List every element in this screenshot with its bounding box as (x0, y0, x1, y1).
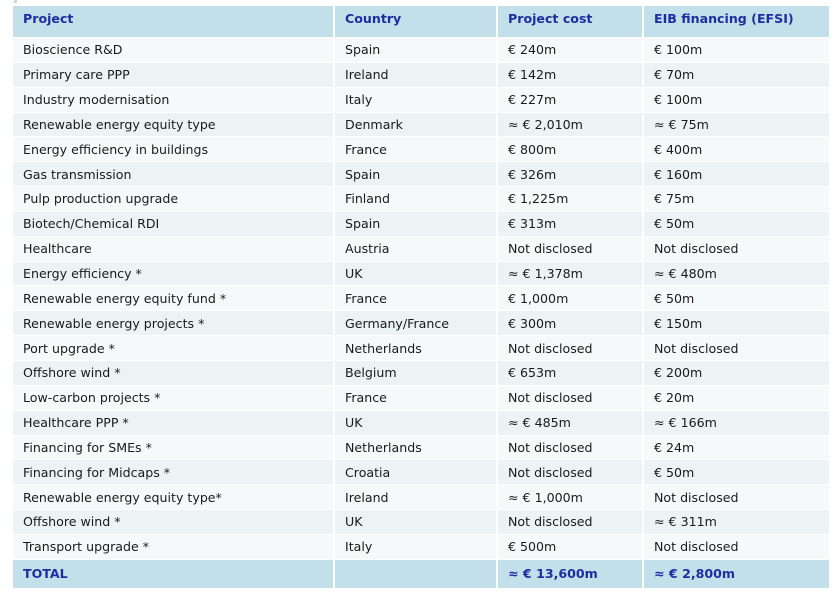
cell-country: Netherlands (335, 336, 498, 361)
cell-project-cost: € 313m (498, 212, 644, 237)
cell-eib-financing: € 20m (644, 386, 829, 411)
cell-eib-financing: € 200m (644, 361, 829, 386)
column-header-project-cost: Project cost (498, 6, 644, 38)
cell-project-cost: Not disclosed (498, 460, 644, 485)
cell-eib-financing: ≈ € 75m (644, 113, 829, 138)
cell-project: Renewable energy projects * (13, 311, 335, 336)
cell-country: Germany/France (335, 311, 498, 336)
column-header-country: Country (335, 6, 498, 38)
cell-project: Financing for SMEs * (13, 436, 335, 461)
cell-project: Renewable energy equity type (13, 113, 335, 138)
column-header-eib-financing: EIB financing (EFSI) (644, 6, 829, 38)
projects-table (13, 6, 829, 588)
cell-eib-financing: € 50m (644, 460, 829, 485)
cell-eib-financing: € 150m (644, 311, 829, 336)
cell-project-cost: Not disclosed (498, 237, 644, 262)
cell-eib-financing: € 400m (644, 137, 829, 162)
cell-eib-financing: Not disclosed (644, 535, 829, 560)
cell-project: Offshore wind * (13, 510, 335, 535)
cell-country: France (335, 386, 498, 411)
cell-eib-financing: € 70m (644, 63, 829, 88)
cell-country: Italy (335, 535, 498, 560)
cell-country: Ireland (335, 63, 498, 88)
cell-project: Renewable energy equity type* (13, 485, 335, 510)
cell-country: Spain (335, 212, 498, 237)
cell-country: Austria (335, 237, 498, 262)
total-cell-eib-financing: ≈ € 2,800m (644, 560, 829, 588)
cell-country: Ireland (335, 485, 498, 510)
cell-country: France (335, 137, 498, 162)
cell-eib-financing: € 75m (644, 187, 829, 212)
cell-eib-financing: € 160m (644, 162, 829, 187)
cell-project-cost: € 653m (498, 361, 644, 386)
cell-eib-financing: Not disclosed (644, 237, 829, 262)
cell-project: Energy efficiency * (13, 262, 335, 287)
cell-project-cost: € 1,000m (498, 286, 644, 311)
cell-country: Croatia (335, 460, 498, 485)
cell-project-cost: Not disclosed (498, 436, 644, 461)
cell-country: Spain (335, 38, 498, 63)
cell-country: Netherlands (335, 436, 498, 461)
cell-country: UK (335, 510, 498, 535)
cell-country: France (335, 286, 498, 311)
total-cell-project-cost: ≈ € 13,600m (498, 560, 644, 588)
cell-project: Biotech/Chemical RDI (13, 212, 335, 237)
corner-mark (14, 0, 17, 3)
cell-country: Italy (335, 88, 498, 113)
cell-project-cost: € 227m (498, 88, 644, 113)
cell-eib-financing: € 50m (644, 286, 829, 311)
cell-project: Primary care PPP (13, 63, 335, 88)
cell-eib-financing: € 100m (644, 88, 829, 113)
cell-project: Low-carbon projects * (13, 386, 335, 411)
cell-project: Healthcare (13, 237, 335, 262)
cell-project: Transport upgrade * (13, 535, 335, 560)
cell-project: Renewable energy equity fund * (13, 286, 335, 311)
cell-project: Offshore wind * (13, 361, 335, 386)
cell-eib-financing: ≈ € 311m (644, 510, 829, 535)
cell-country: Spain (335, 162, 498, 187)
cell-project: Financing for Midcaps * (13, 460, 335, 485)
total-cell-project: TOTAL (13, 560, 335, 588)
cell-project-cost: Not disclosed (498, 386, 644, 411)
cell-project-cost: € 326m (498, 162, 644, 187)
total-cell-country (335, 560, 498, 588)
cell-project: Bioscience R&D (13, 38, 335, 63)
cell-project-cost: € 300m (498, 311, 644, 336)
cell-project-cost: ≈ € 1,378m (498, 262, 644, 287)
cell-country: Finland (335, 187, 498, 212)
cell-project: Energy efficiency in buildings (13, 137, 335, 162)
cell-project-cost: Not disclosed (498, 510, 644, 535)
cell-eib-financing: € 24m (644, 436, 829, 461)
cell-country: UK (335, 262, 498, 287)
cell-project: Port upgrade * (13, 336, 335, 361)
cell-project: Pulp production upgrade (13, 187, 335, 212)
cell-project-cost: Not disclosed (498, 336, 644, 361)
cell-project: Gas transmission (13, 162, 335, 187)
cell-country: Denmark (335, 113, 498, 138)
cell-country: UK (335, 411, 498, 436)
cell-project-cost: € 142m (498, 63, 644, 88)
cell-eib-financing: ≈ € 166m (644, 411, 829, 436)
cell-project-cost: ≈ € 1,000m (498, 485, 644, 510)
cell-country: Belgium (335, 361, 498, 386)
cell-project-cost: € 1,225m (498, 187, 644, 212)
cell-eib-financing: € 100m (644, 38, 829, 63)
cell-project-cost: € 800m (498, 137, 644, 162)
cell-project: Industry modernisation (13, 88, 335, 113)
cell-project-cost: ≈ € 2,010m (498, 113, 644, 138)
cell-eib-financing: ≈ € 480m (644, 262, 829, 287)
column-header-project: Project (13, 6, 335, 38)
cell-project-cost: € 240m (498, 38, 644, 63)
cell-project-cost: ≈ € 485m (498, 411, 644, 436)
cell-eib-financing: € 50m (644, 212, 829, 237)
cell-eib-financing: Not disclosed (644, 336, 829, 361)
cell-eib-financing: Not disclosed (644, 485, 829, 510)
cell-project-cost: € 500m (498, 535, 644, 560)
cell-project: Healthcare PPP * (13, 411, 335, 436)
